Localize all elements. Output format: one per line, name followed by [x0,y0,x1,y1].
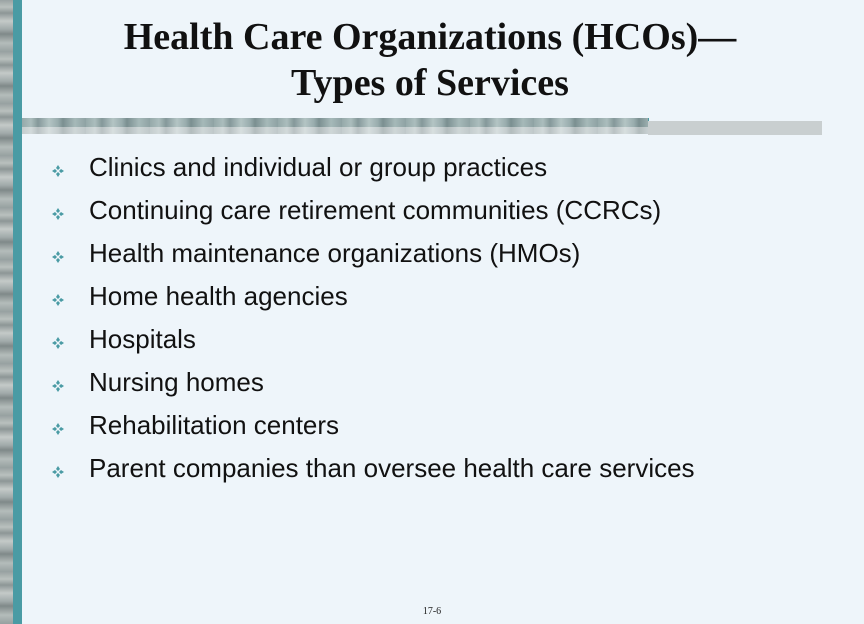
four-diamond-bullet-icon [52,294,64,306]
list-item [52,281,832,312]
page-number: 17-6 [422,606,442,617]
list-item-label: Continuing care retirement communities (CCRCs) [89,195,662,225]
list-item [52,453,832,484]
gray-accent-bar [648,121,822,135]
teal-vertical-rule [13,0,22,624]
list-item-label: Parent companies than oversee health care services [89,453,695,483]
four-diamond-bullet-icon [52,208,64,220]
list-item [52,410,832,441]
list-item-label: Clinics and individual or group practices [89,152,548,182]
list-item-label: Health maintenance organizations (HMOs) [89,238,581,268]
list-item-label: Home health agencies [89,281,348,311]
four-diamond-bullet-icon [52,466,64,478]
list-item [52,367,832,398]
four-diamond-bullet-icon [52,337,64,349]
four-diamond-bullet-icon [52,423,64,435]
list-item [52,152,832,183]
marble-left-strip [0,0,13,624]
slide-title-line-2: Types of Services [291,62,569,104]
list-item [52,195,832,226]
four-diamond-bullet-icon [52,380,64,392]
list-item-label: Hospitals [89,324,196,354]
list-item [52,238,832,269]
slide-title-line-1: Health Care Organizations (HCOs)— [123,16,737,58]
list-item-label: Rehabilitation centers [89,410,340,440]
four-diamond-bullet-icon [52,251,64,263]
list-item-label: Nursing homes [89,367,264,397]
list-item [52,324,832,355]
four-diamond-bullet-icon [52,165,64,177]
marble-band-shade [22,127,648,134]
slide-title [30,14,830,106]
bullet-list [52,152,832,496]
